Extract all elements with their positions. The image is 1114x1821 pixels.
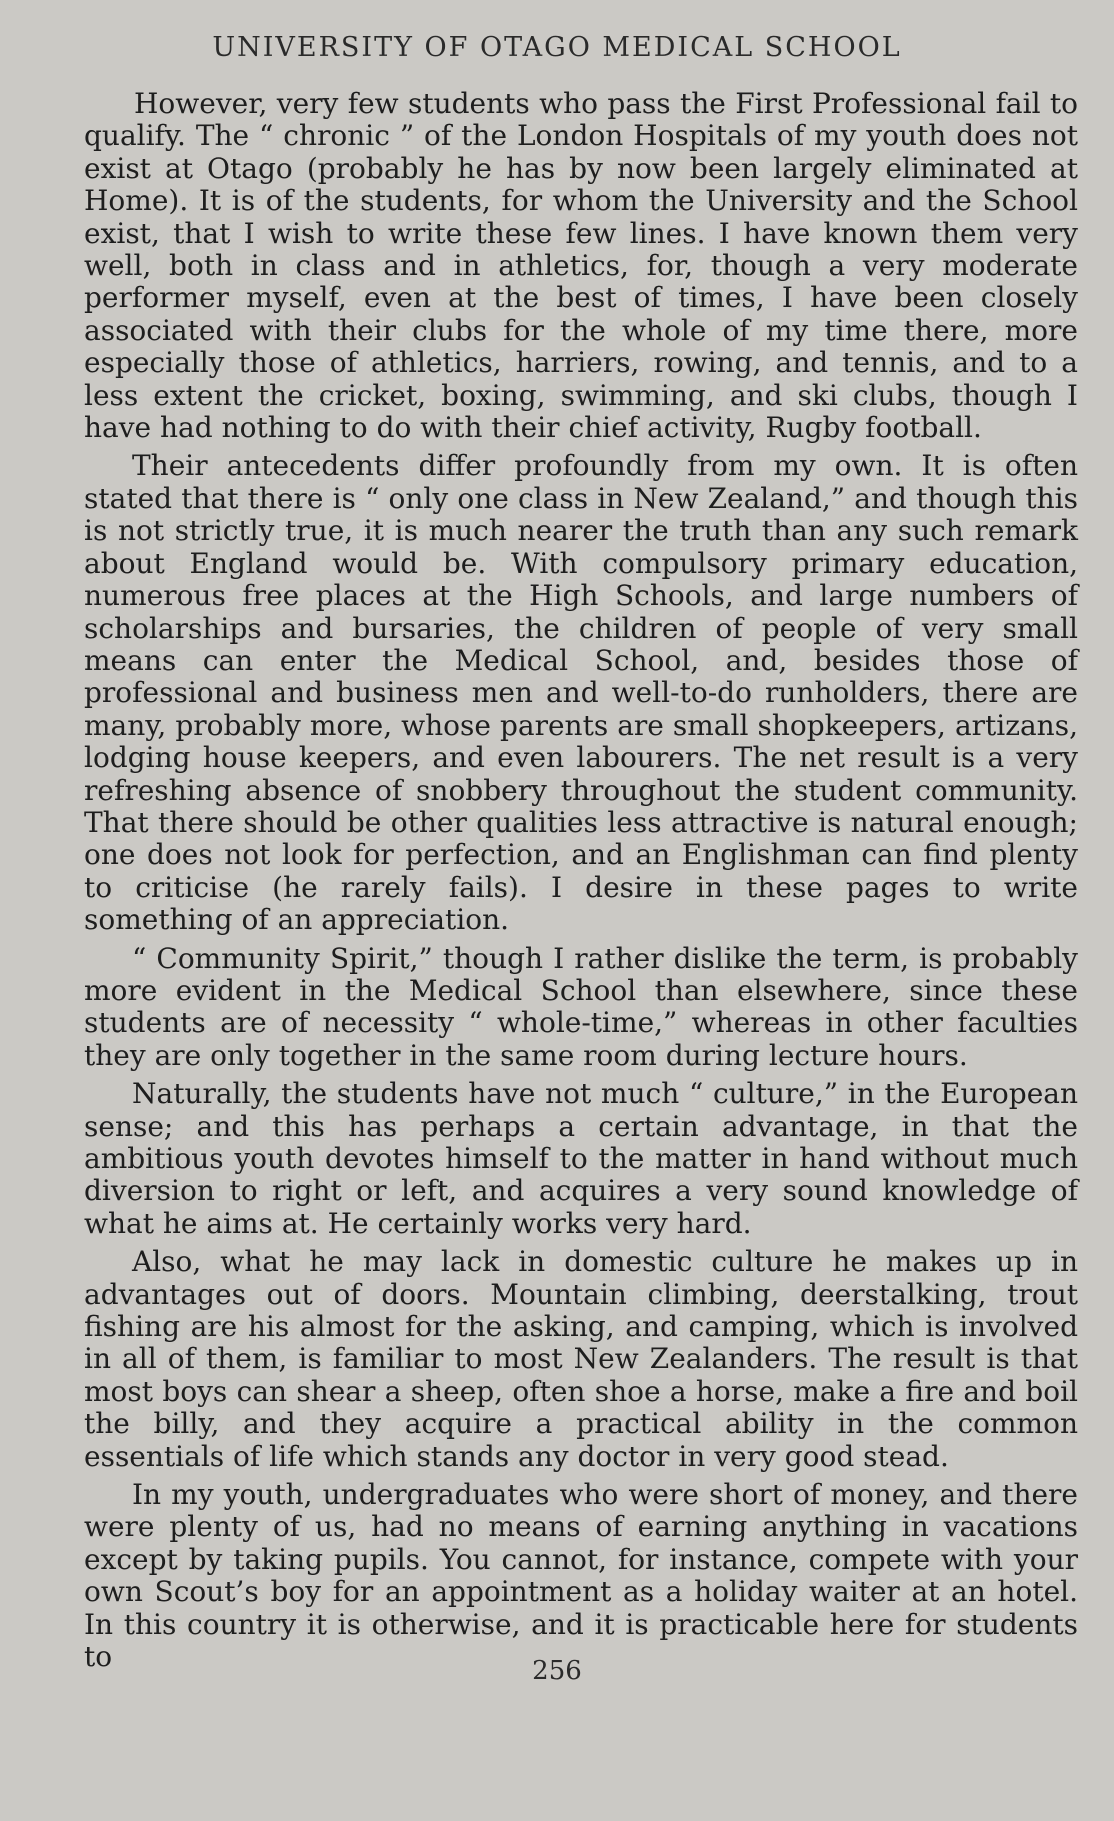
- running-head: UNIVERSITY OF OTAGO MEDICAL SCHOOL: [212, 32, 902, 63]
- page-number: 256: [532, 1656, 582, 1686]
- paragraph: However, very few students who pass the First Professional fail to qualify. The “ chronic ” of the London Hospitals of my youth does not exist at Otago (probably he has by now been largely eliminated at Home). It is of the students, for whom the University and the School exist, that I wish to write these few lines. I have known them very well, both in class and in athletics, for, though a very moderate performer myself, even at the best of times, I have been closely associated with their clubs for the whole of my time there, more especially those of athletics, harriers, rowing, and tennis, and to a less extent the cricket, boxing, swimming, and ski clubs, though I have had nothing to do with their chief activity, Rugby football.: [84, 87, 1078, 445]
- paragraph: Their antecedents differ profoundly from my own. It is often stated that there is “ only one class in New Zealand,” and though this is not strictly true, it is much nearer the truth than any such remark about England would be. With compulsory primary education, numerous free places at the High Schools, and large numbers of scholarships and bursaries, the children of people of very small means can enter the Medical School, and, besides those of professional and business men and well-to-do runholders, there are many, probably more, whose parents are small shopkeepers, artizans, lodging house keepers, and even labourers. The net result is a very refreshing absence of snobbery throughout the student community. That there should be other qualities less attractive is natural enough; one does not look for perfection, and an Englishman can find plenty to criticise (he rarely fails). I desire in these pages to write something of an appreciation.: [84, 449, 1078, 937]
- paragraph: “ Community Spirit,” though I rather dislike the term, is probably more evident in the Medical School than elsewhere, since these students are of necessity “ whole-time,” whereas in other faculties they are only together in the same room during lecture hours.: [84, 941, 1078, 1072]
- paragraph: Naturally, the students have not much “ culture,” in the European sense; and this has perhaps a certain advantage, in that the ambitious youth devotes himself to the matter in hand without much diversion to right or left, and acquires a very sound knowledge of what he aims at. He certainly works very hard.: [84, 1077, 1078, 1240]
- body-text: [84, 88, 1078, 1680]
- paragraph: In my youth, undergraduates who were short of money, and there were plenty of us, had no means of earning anything in vacations except by taking pupils. You cannot, for instance, compete with your own Scout’s boy for an appointment as a holiday waiter at an hotel. In this country it is otherwise, and it is practicable here for students to: [84, 1478, 1078, 1674]
- paragraph: Also, what he may lack in domestic culture he makes up in advantages out of doors. Mountain climbing, deerstalking, trout fishing are his almost for the asking, and camping, which is involved in all of them, is familiar to most New Zealanders. The result is that most boys can shear a sheep, often shoe a horse, make a fire and boil the billy, and they acquire a practical ability in the common essentials of life which stands any doctor in very good stead.: [84, 1245, 1078, 1473]
